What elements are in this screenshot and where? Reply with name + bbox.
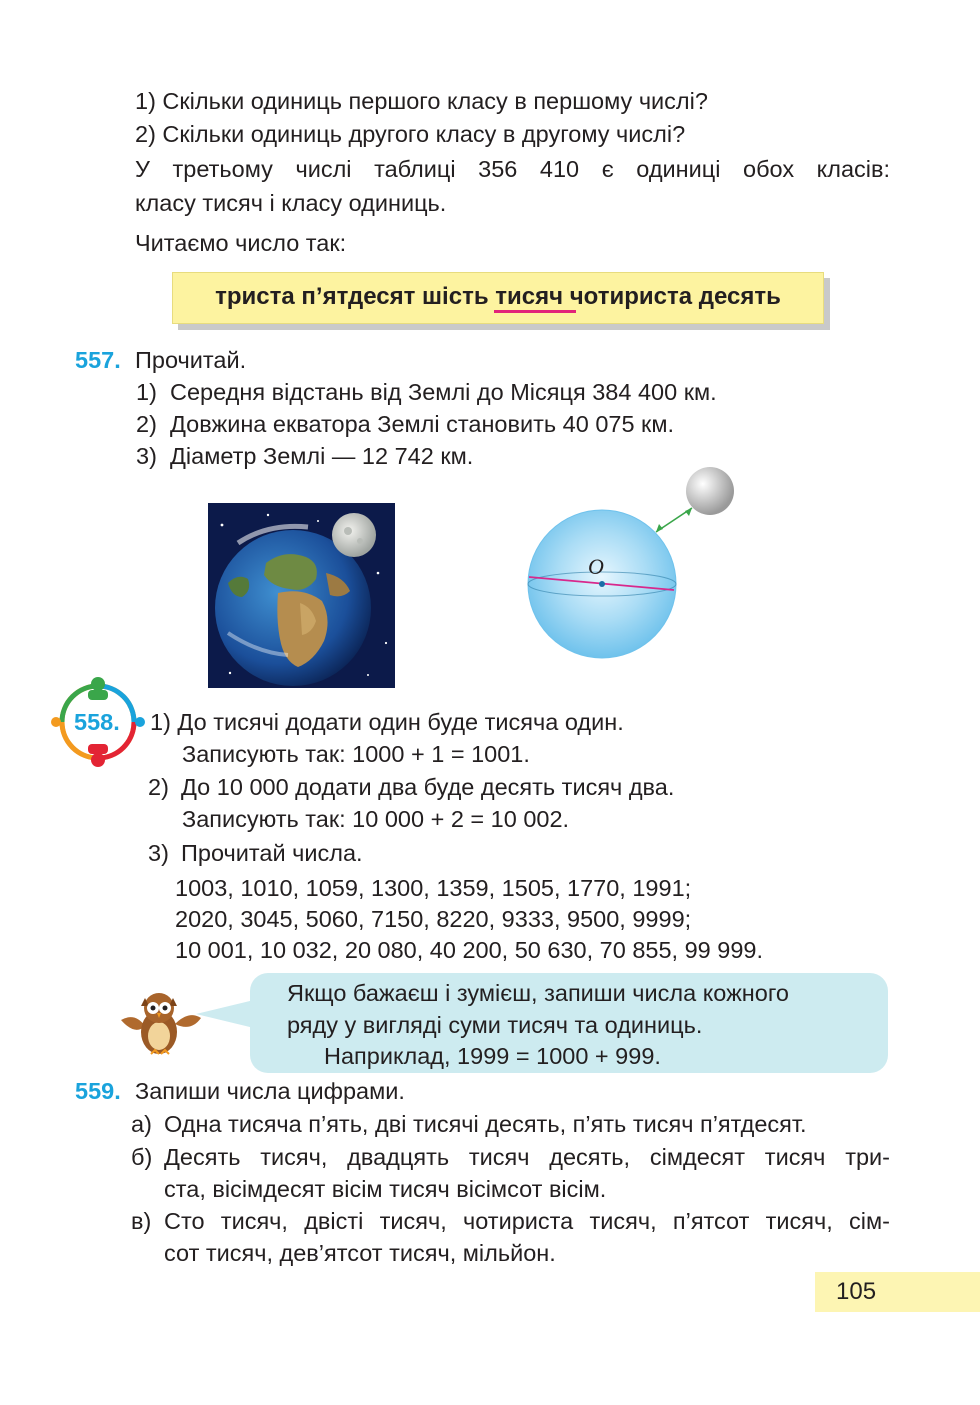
ex558-item-3-marker: 3) [148,840,169,866]
reading-part-1: триста п’ятдесят шість [215,283,496,310]
speech-bubble-tail [196,1000,254,1028]
owl-mascot-icon [117,990,202,1060]
reading-part-2: чотириста десять [563,283,781,310]
ex559-item-b-line-2: ста, вісімдесят вісім тисяч вісімсот вісім. [164,1176,607,1202]
ex558-item-1-line-1: 1) До тисячі додати один буде тисяча один. [150,709,624,735]
tip-line-2: ряду у вигляді суми тисяч та одиниць. [287,1012,703,1038]
ex558-item-2-line-1: До 10 000 додати два буде десять тисяч два. [181,774,675,800]
exercise-557-number: 557. [75,347,121,373]
page-number: 105 [836,1278,877,1305]
number-reading-box [172,272,824,324]
tip-line-3: Наприклад, 1999 = 1000 + 999. [324,1043,661,1069]
ex558-item-2-marker: 2) [148,774,169,800]
ex558-item-1-line-2: Записують так: 1000 + 1 = 1001. [182,741,530,767]
ex557-item-2-marker: 2) [136,411,157,437]
ex559-item-a-text: Одна тисяча п’ять, дві тисячі десять, п’ять тисяч п’ятдесят. [164,1111,807,1137]
numbers-row-2: 2020, 3045, 5060, 7150, 8220, 9333, 9500, 9999; [175,906,692,932]
class-underline [494,310,576,313]
number-reading-text [173,283,823,311]
ex559-item-a-marker: а) [131,1111,152,1137]
exercise-559-title: Запиши числа цифрами. [135,1078,405,1104]
ex558-item-2-line-2: Записують так: 10 000 + 2 = 10 002. [182,806,570,832]
question-2: 2) Скільки одиниць другого класу в другому числі? [135,121,686,147]
paragraph-line-1: У третьому числі таблиці 356 410 є одиниці обох класів: [135,156,890,182]
reading-underlined-word: тисяч [495,283,564,310]
ex557-item-1-marker: 1) [136,379,157,405]
sphere-center-label: O [588,554,604,579]
ex559-item-c-marker: в) [131,1208,152,1234]
exercise-558-number: 558. [74,709,120,735]
ex557-item-1-text: Середня відстань від Землі до Місяця 384 400 км. [170,379,717,405]
exercise-557-title: Прочитай. [135,347,247,373]
sphere-diagram [520,462,745,672]
ex557-item-3-marker: 3) [136,443,157,469]
numbers-row-3: 10 001, 10 032, 20 080, 40 200, 50 630, 70 855, 99 999. [175,937,764,963]
question-1: 1) Скільки одиниць першого класу в першому числі? [135,88,708,114]
earth-moon-photo [208,503,395,688]
ex557-item-2-text: Довжина екватора Землі становить 40 075 км. [170,411,675,437]
ex557-item-3-text: Діаметр Землі — 12 742 км. [170,443,474,469]
read-as-label: Читаємо число так: [135,230,347,256]
tip-line-1: Якщо бажаєш і зумієш, запиши числа кожного [287,980,789,1006]
ex559-item-c-line-1: Сто тисяч, двісті тисяч, чотириста тисяч, п’ятсот тисяч, сім- [164,1208,890,1234]
numbers-row-1: 1003, 1010, 1059, 1300, 1359, 1505, 1770, 1991; [175,875,692,901]
ex558-item-3-line-1: Прочитай числа. [181,840,363,866]
ex559-item-b-marker: б) [131,1144,153,1170]
ex559-item-c-line-2: сот тисяч, дев’ятсот тисяч, мільйон. [164,1240,556,1266]
paragraph-line-2: класу тисяч і класу одиниць. [135,190,447,216]
exercise-559-number: 559. [75,1078,121,1104]
ex559-item-b-line-1: Десять тисяч, двадцять тисяч десять, сімдесят тисяч три- [164,1144,890,1170]
